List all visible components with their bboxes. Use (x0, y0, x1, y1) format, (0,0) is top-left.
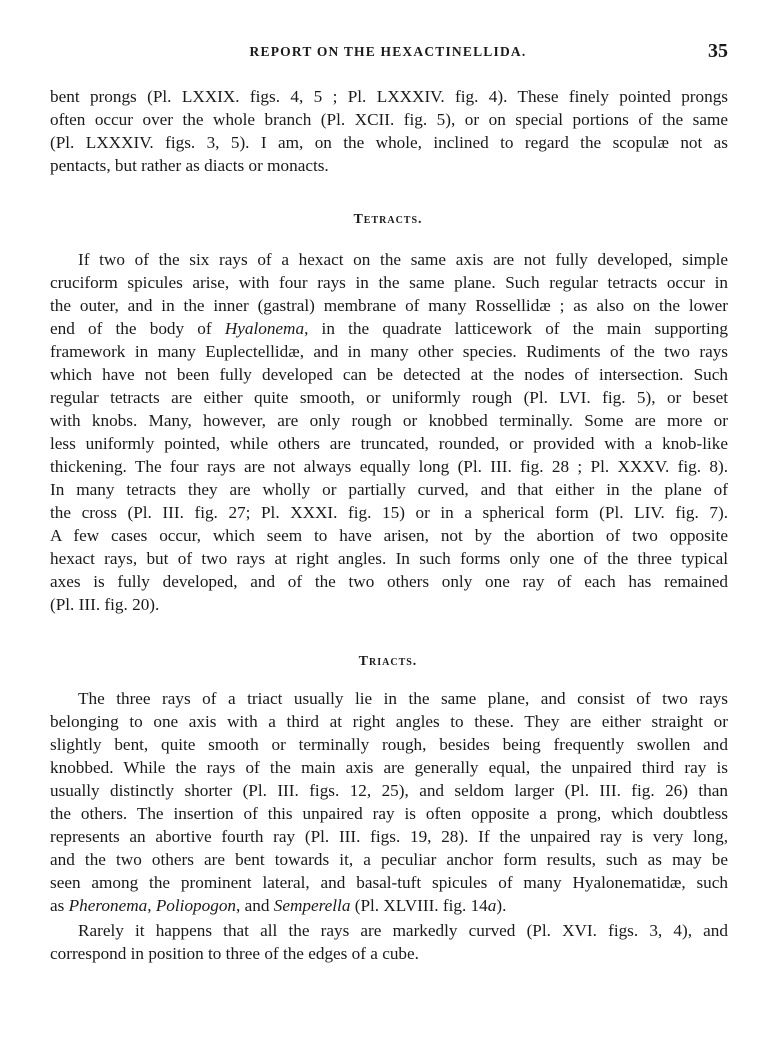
triacts-line-5: usually distinctly shorter (Pl. III. figs. 12, 25), and seldom larger (Pl. III. fig. 26) than (50, 781, 728, 800)
intro-line-1: bent prongs (Pl. LXXIX. figs. 4, 5 ; Pl. LXXXIV. fig. 4). These finely pointed prongs (50, 87, 728, 106)
tetracts-line-13: A few cases occur, which seem to have arisen, not by the abortion of two opposite (50, 526, 728, 545)
triacts-line-8: and the two others are bent towards it, a peculiar anchor form results, such as may be (50, 850, 728, 869)
genus-poliopogon: Poliopogon (155, 896, 237, 915)
tetracts-line-7: regular tetracts are either quite smooth, or uniformly rough (Pl. LVI. fig. 5), or beset (50, 388, 728, 407)
triacts-line-2: belonging to one axis with a third at right angles to these. They are either straight or (50, 712, 728, 731)
tetracts-line-16: (Pl. III. fig. 20). (50, 595, 160, 614)
triacts-line-12: correspond in position to three of the edges of a cube. (50, 944, 419, 963)
tetracts-line-10: thickening. The four rays are not always equally long (Pl. III. fig. 28 ; Pl. XXXV. fig. 8). (50, 457, 728, 476)
tetracts-line-11: In many tetracts they are wholly or partially curved, and that either in the plane of (50, 480, 728, 499)
tetracts-line-14: hexact rays, but of two rays at right angles. In such forms only one of the three typical (50, 549, 728, 568)
tetracts-line-4 (50, 318, 728, 340)
triacts-line-7: represents an abortive fourth ray (Pl. III. figs. 19, 28). If the unpaired ray is very long, (50, 827, 728, 846)
section-heading-triacts: Triacts. (358, 654, 418, 669)
triacts-line-6: the others. The insertion of this unpaired ray is often opposite a prong, which doubtless (50, 804, 728, 823)
intro-line-2: often occur over the whole branch (Pl. XCII. fig. 5), or on special portions of the same (50, 110, 728, 129)
triacts-line-10-b: , (147, 896, 156, 915)
triacts-line-10-d: (Pl. XLVIII. fig. 14 (350, 896, 488, 915)
tetracts-line-3: the outer, and in the inner (gastral) membrane of many Rossellidæ ; as also on the lower (50, 296, 728, 315)
figure-suffix: a (487, 896, 497, 915)
tetracts-line-4-b: , in the quadrate latticework of the main supporting (304, 319, 728, 338)
triacts-line-11: Rarely it happens that all the rays are markedly curved (Pl. XVI. figs. 3, 4), and (78, 921, 728, 940)
triacts-line-10 (50, 895, 728, 917)
tetracts-line-2: cruciform spicules arise, with four rays in the same plane. Such regular tetracts occur in (50, 273, 728, 292)
triacts-line-3: slightly bent, quite smooth or terminally rough, besides being frequently swollen and (50, 735, 728, 754)
triacts-line-10-e: ). (496, 896, 507, 915)
tetracts-line-9: less uniformly pointed, while others are truncated, rounded, or provided with a knob-like (50, 434, 728, 453)
tetracts-line-12: the cross (Pl. III. fig. 27; Pl. XXXI. fig. 15) or in a spherical form (Pl. LIV. fig. 7). (50, 503, 728, 522)
page-header (0, 40, 776, 70)
triacts-line-10-c: , and (236, 896, 274, 915)
tetracts-line-4-a: end of the body of (50, 319, 225, 338)
genus-pheronema: Pheronema (68, 896, 148, 915)
tetracts-line-15: axes is fully developed, and of the two others only one ray of each has remained (50, 572, 728, 591)
genus-semperella: Semperella (273, 896, 351, 915)
intro-line-3: (Pl. LXXXIV. figs. 3, 5). I am, on the whole, inclined to regard the scopulæ not as (50, 133, 728, 152)
section-heading-tetracts: Tetracts. (353, 212, 423, 227)
running-title: REPORT ON THE HEXACTINELLIDA. (249, 44, 527, 59)
tetracts-line-1: If two of the six rays of a hexact on the same axis are not fully developed, simple (78, 250, 728, 269)
triacts-line-4: knobbed. While the rays of the main axis are generally equal, the unpaired third ray is (50, 758, 728, 777)
genus-hyalonema: Hyalonema (224, 319, 305, 338)
tetracts-line-6: which have not been fully developed can be detected at the nodes of intersection. Such (50, 365, 728, 384)
tetracts-line-8: with knobs. Many, however, are only rough or knobbed terminally. Some are more or (50, 411, 728, 430)
triacts-line-10-a: as (50, 896, 69, 915)
tetracts-line-5: framework in many Euplectellidæ, and in many other species. Rudiments of the two rays (50, 342, 728, 361)
triacts-line-9: seen among the prominent lateral, and basal-tuft spicules of many Hyalonematidæ, such (50, 873, 728, 892)
triacts-line-1: The three rays of a triact usually lie in the same plane, and consist of two rays (78, 689, 728, 708)
intro-line-4: pentacts, but rather as diacts or monacts. (50, 156, 329, 175)
page-number: 35 (708, 40, 728, 62)
